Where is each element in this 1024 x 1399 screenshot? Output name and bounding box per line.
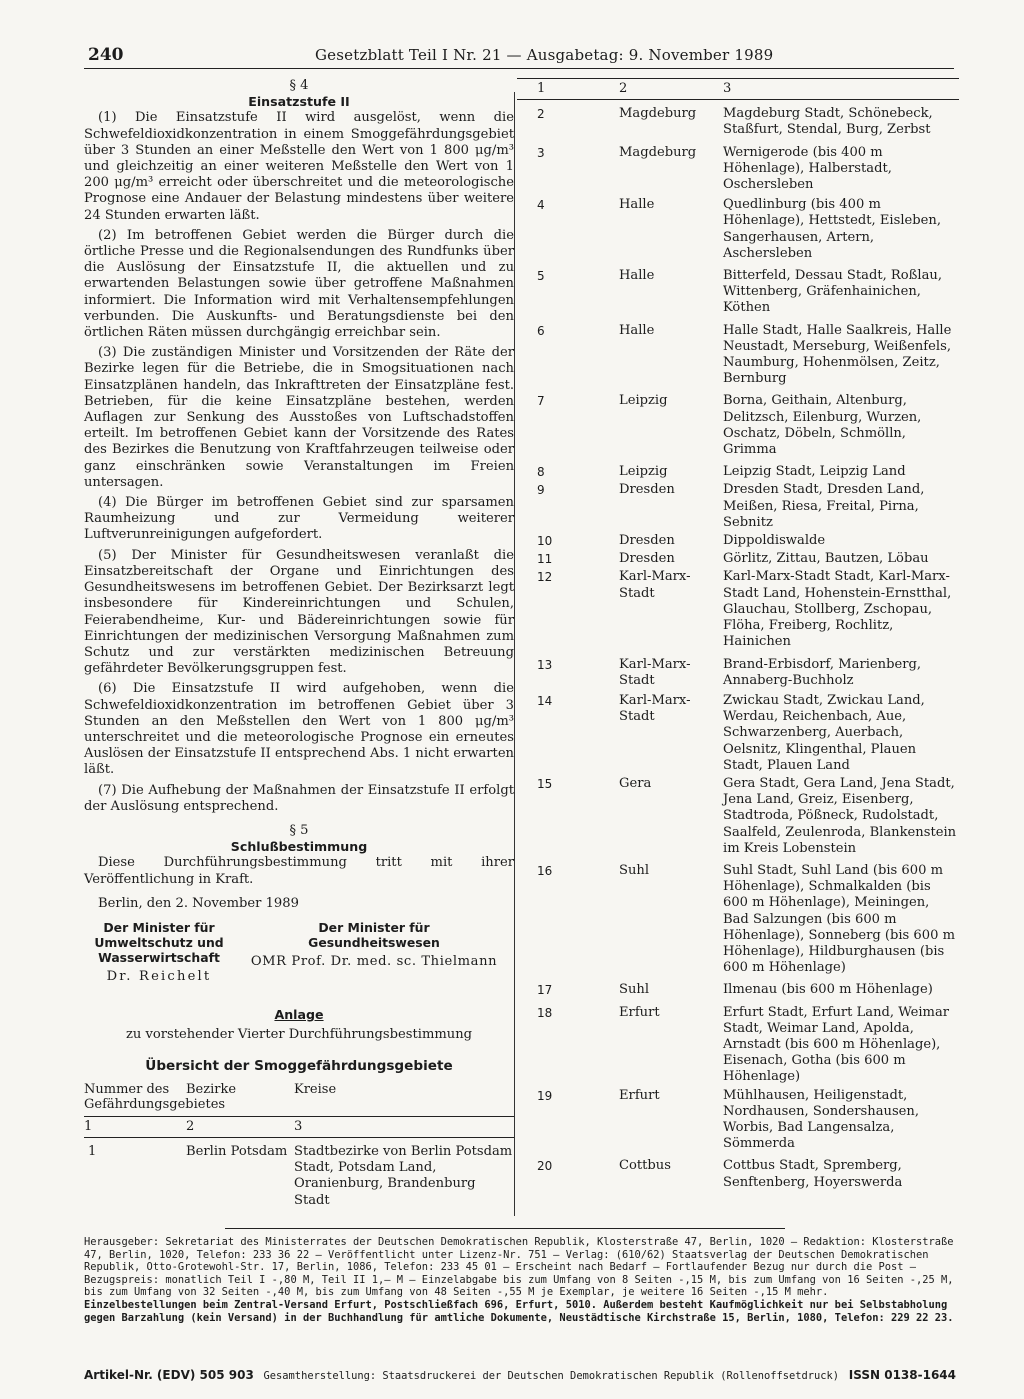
article-number: Artikel-Nr. (EDV) 505 903 bbox=[84, 1368, 254, 1382]
row-number: 1 bbox=[88, 1143, 97, 1159]
row-kreise: Wernigerode (bis 400 m Höhenlage), Halberstadt, Oschersleben bbox=[723, 144, 892, 193]
table-row bbox=[517, 1088, 959, 1153]
header-rule bbox=[84, 68, 954, 69]
table-row bbox=[517, 776, 959, 857]
table-row bbox=[517, 464, 959, 480]
table-column-numbers bbox=[84, 1116, 514, 1138]
row-bezirk: Magdeburg bbox=[619, 106, 697, 122]
signature-right-name: OMR Prof. Dr. med. sc. Thielmann bbox=[250, 953, 498, 969]
row-bezirk: Cottbus bbox=[619, 1158, 671, 1174]
table-row bbox=[517, 863, 959, 976]
column-number-1: 1 bbox=[537, 81, 546, 96]
paragraph-6: (6) Die Einsatzstufe II wird aufgehoben, wenn die Schwefeldioxidkonzentration im betroffenen Gebiet über 3 Stunden an den Meßstellen den Wert von 1 800 μg/m³ unterschreitet und die meteorologische Prognose ein erneutes Auslösen der Einsatzstufe II entsprechend Abs. 1 nicht erwarten läßt. bbox=[84, 681, 514, 778]
row-bezirk: Halle bbox=[619, 268, 655, 284]
row-kreise: Bitterfeld, Dessau Stadt, Roßlau, Wittenberg, Gräfenhainichen, Köthen bbox=[723, 268, 943, 316]
column-number-3: 3 bbox=[294, 1118, 303, 1134]
row-bezirk: Suhl bbox=[619, 862, 650, 878]
row-kreise: Stadtbezirke von Berlin Potsdam Stadt, Potsdam Land, Oranienburg, Brandenburg Stadt bbox=[294, 1143, 513, 1208]
paragraph-1: (1) Die Einsatzstufe II wird ausgelöst, wenn die Schwefeldioxidkonzentration in einem Smoggefährdungsgebiet über 3 Stunden an einer Meßstelle den Wert von 1 800 μg/m³ und gleichzeitig an einer weiteren Meßstelle den Wert von 1 200 μg/m³ erreicht oder überschreitet und die meteorologische Prognose eine Andauer der Belastung mindestens über weitere 24 Stunden erwarten läßt. bbox=[84, 110, 514, 223]
paragraph-5: (5) Der Minister für Gesundheitswesen veranlaßt die Einsatzbereitschaft der Organe und Einrichtungen des Gesundheitswesens im betroffenen Gebiet. Der Bezirksarzt legt insbesondere für Kindereinrichtungen und Schulen, Feierabendheime, Kur- und Bädereinrichtungen sowie für Einrichtungen der medizinischen Versorgung Maßnahmen zum Schutz und zur verstärkten medizinischen Betreuung gefährdeter Bevölkerungsgruppen fest. bbox=[84, 547, 514, 677]
row-number: 5 bbox=[537, 269, 545, 284]
row-kreise: Suhl Stadt, Suhl Land (bis 600 m Höhenlage), Schmalkalden (bis 600 m Höhenlage), Meiningen, Bad Salzungen (bis 600 m Höhenlage), Sonneberg (bis 600 m Höhenlage), Hildburghausen (bis 600 m Höhenlage) bbox=[723, 862, 956, 976]
row-bezirk: Erfurt bbox=[619, 1004, 660, 1020]
gazette-header: Gesetzblatt Teil I Nr. 21 — Ausgabetag: 9. November 1989 bbox=[315, 46, 774, 64]
page-number: 240 bbox=[88, 45, 124, 65]
row-bezirk: Dresden bbox=[619, 533, 675, 549]
row-kreise: Ilmenau (bis 600 m Höhenlage) bbox=[723, 982, 933, 998]
date-line: Berlin, den 2. November 1989 bbox=[98, 895, 299, 911]
section-5-text: Diese Durchführungsbestimmung tritt mit ihrer Veröffentlichung in Kraft. bbox=[84, 855, 514, 887]
table-row bbox=[517, 197, 959, 262]
bottom-line bbox=[84, 1368, 956, 1382]
section-4-title: § 4 bbox=[289, 78, 309, 93]
row-bezirk: Gera bbox=[619, 775, 652, 791]
table-row bbox=[517, 323, 959, 388]
signature-left-title: Der Minister für Umweltschutz und Wasserwirtschaft bbox=[94, 919, 224, 965]
row-bezirk: Karl-Marx-Stadt bbox=[619, 692, 691, 725]
table-row bbox=[84, 1144, 514, 1209]
table-row bbox=[517, 482, 959, 531]
row-number: 13 bbox=[537, 657, 553, 672]
table-row bbox=[517, 693, 959, 774]
row-number: 17 bbox=[537, 983, 553, 998]
table-row bbox=[517, 551, 959, 567]
row-number: 7 bbox=[537, 394, 545, 409]
footer-rule bbox=[225, 1228, 785, 1229]
row-kreise: Magdeburg Stadt, Schönebeck, Staßfurt, Stendal, Burg, Zerbst bbox=[723, 106, 933, 138]
row-kreise: Mühlhausen, Heiligenstadt, Nordhausen, Sondershausen, Worbis, Bad Langensalza, Sömmerda bbox=[723, 1087, 920, 1152]
table-row bbox=[517, 393, 959, 458]
row-number: 16 bbox=[537, 863, 553, 878]
table-column-headers bbox=[84, 1082, 514, 1112]
row-kreise: Erfurt Stadt, Erfurt Land, Weimar Stadt, Weimar Land, Apolda, Arnstadt (bis 600 m Höhenlage), Eisenach, Gotha (bis 600 m Höhenlage) bbox=[723, 1004, 950, 1085]
row-number: 4 bbox=[537, 198, 545, 213]
row-kreise: Görlitz, Zittau, Bautzen, Löbau bbox=[723, 551, 929, 567]
column-number-2: 2 bbox=[619, 81, 628, 96]
row-bezirk: Halle bbox=[619, 197, 655, 213]
row-kreise: Dresden Stadt, Dresden Land, Meißen, Riesa, Freital, Pirna, Sebnitz bbox=[723, 482, 925, 530]
table-row bbox=[517, 533, 959, 549]
issn: ISSN 0138-1644 bbox=[848, 1368, 956, 1382]
right-column bbox=[517, 78, 959, 1191]
column-header-bezirke: Bezirke bbox=[186, 1081, 237, 1097]
row-kreise: Karl-Marx-Stadt Stadt, Karl-Marx-Stadt Land, Hohenstein-Ernstthal, Glauchau, Stollberg, Zschopau, Flöha, Freiberg, Rochlitz, Hainichen bbox=[723, 569, 952, 650]
row-bezirk: Magdeburg bbox=[619, 144, 697, 160]
paragraph-7: (7) Die Aufhebung der Maßnahmen der Einsatzstufe II erfolgt der Auslösung entsprechend. bbox=[84, 782, 514, 814]
row-kreise: Brand-Erbisdorf, Marienberg, Annaberg-Buchholz bbox=[723, 656, 922, 688]
signature-right-title: Der Minister für Gesundheitswesen bbox=[308, 919, 440, 950]
anlage-subtitle: zu vorstehender Vierter Durchführungsbestimmung bbox=[125, 1027, 473, 1043]
table-column-numbers-right bbox=[517, 78, 959, 100]
row-number: 10 bbox=[537, 534, 553, 549]
row-kreise: Gera Stadt, Gera Land, Jena Stadt, Jena Land, Greiz, Eisenberg, Stadtroda, Pößneck, Rudolstadt, Saalfeld, Zeulenroda, Blankenstein im Kreis Lobenstein bbox=[723, 775, 957, 856]
row-kreise: Cottbus Stadt, Spremberg, Senftenberg, Hoyerswerda bbox=[723, 1158, 903, 1190]
table-row bbox=[517, 145, 959, 194]
row-bezirk: Leipzig bbox=[619, 393, 668, 409]
row-number: 3 bbox=[537, 145, 545, 160]
section-5-heading: Schlußbestimmung bbox=[230, 839, 368, 855]
imprint bbox=[84, 1236, 956, 1324]
signature-left bbox=[84, 920, 234, 985]
row-bezirk: Dresden bbox=[619, 482, 675, 498]
table-row bbox=[517, 1158, 959, 1190]
table-row bbox=[517, 106, 959, 138]
printer-info: Gesamtherstellung: Staatsdruckerei der Deutschen Demokratischen Republik (Rollenoffsetdruck) bbox=[263, 1370, 840, 1382]
paragraph-4: (4) Die Bürger im betroffenen Gebiet sind zur sparsamen Raumheizung und zur Vermeidung weiterer Luftverunreinigungen aufgefordert. bbox=[84, 495, 514, 543]
table-title: Übersicht der Smoggefährdungsgebiete bbox=[145, 1057, 453, 1074]
column-number-1: 1 bbox=[84, 1118, 93, 1134]
row-bezirk: Erfurt bbox=[619, 1087, 660, 1103]
column-number-3: 3 bbox=[723, 81, 732, 96]
row-number: 11 bbox=[537, 552, 553, 567]
imprint-text: Herausgeber: Sekretariat des Ministerrates der Deutschen Demokratischen Republik, Klosterstraße 47, Berlin, 1020 — Redaktion: Klosterstraße 47, Berlin, 1020, Telefon: 233 36 22 — Veröffentlicht unter Lizenz-Nr. 751 — Verlag: (610/62) Staatsverlag der Deutschen Demokratischen Republik, Otto-Grotewohl-Str. 17, Berlin, 1086, Telefon: 233 45 01 — Erscheint nach Bedarf — Fortlaufender Bezug nur durch die Post — Bezugspreis: monatlich Teil I -,80 M, Teil II 1,— M — Einzelabgabe bis zum Umfang von 8 Seiten -,15 M, bis zum Umfang von 16 Seiten -,25 M, bis zum Umfang von 32 Seiten -,40 M, bis zum Umfang von 48 Seiten -,55 M je Exemplar, je weitere 16 Seiten -,15 M mehr. bbox=[84, 1236, 954, 1299]
row-kreise: Leipzig Stadt, Leipzig Land bbox=[723, 464, 906, 480]
row-number: 20 bbox=[537, 1159, 553, 1174]
section-4-heading: Einsatzstufe II bbox=[248, 94, 350, 110]
section-5-title: § 5 bbox=[289, 822, 309, 838]
left-column bbox=[84, 78, 514, 1209]
row-number: 6 bbox=[537, 323, 545, 338]
row-number: 19 bbox=[537, 1088, 553, 1103]
column-divider bbox=[514, 92, 515, 1216]
row-bezirk: Leipzig bbox=[619, 464, 668, 480]
table-row bbox=[517, 569, 959, 650]
row-number: 9 bbox=[537, 483, 545, 498]
paragraph-3: (3) Die zuständigen Minister und Vorsitzenden der Räte der Bezirke legen für die Betriebe, die in Smogsituationen nach Einsatzplänen handeln, das Inkrafttreten der Einsatzpläne fest. Betrieben, für die keine Einsatzpläne bestehen, werden Auflagen zur Senkung des Ausstoßes von Luftschadstoffen erteilt. Im betroffenen Gebiet kann der Vorsitzende des Rates des Bezirkes die Benutzung von Kraftfahrzeugen teilweise oder ganz einschränken sowie Veranstaltungen im Freien untersagen. bbox=[84, 345, 514, 490]
column-number-2: 2 bbox=[186, 1118, 195, 1134]
signature-right bbox=[234, 920, 514, 985]
row-number: 15 bbox=[537, 776, 553, 791]
row-number: 2 bbox=[537, 107, 545, 122]
row-bezirk: Karl-Marx-Stadt bbox=[619, 656, 691, 688]
row-bezirk: Halle bbox=[619, 322, 655, 338]
anlage-heading: Anlage bbox=[274, 1007, 324, 1023]
row-kreise: Quedlinburg (bis 400 m Höhenlage), Hettstedt, Eisleben, Sangerhausen, Artern, Aschersleben bbox=[723, 197, 941, 261]
row-number: 8 bbox=[537, 465, 545, 480]
column-header-kreise: Kreise bbox=[294, 1081, 337, 1097]
row-number: 14 bbox=[537, 693, 553, 708]
signature-block bbox=[84, 920, 514, 985]
row-bezirk: Suhl bbox=[619, 982, 650, 998]
signature-left-name: Dr. Reichelt bbox=[106, 968, 212, 984]
row-number: 18 bbox=[537, 1005, 553, 1020]
column-header-number: Nummer des Gefährdungsgebietes bbox=[84, 1081, 226, 1112]
row-bezirk: Berlin Potsdam bbox=[186, 1143, 288, 1159]
row-bezirk: Karl-Marx-Stadt bbox=[619, 569, 691, 601]
table-row bbox=[517, 982, 959, 998]
row-kreise: Borna, Geithain, Altenburg, Delitzsch, Eilenburg, Wurzen, Oschatz, Döbeln, Schmölln, Grimma bbox=[723, 393, 922, 458]
row-bezirk: Dresden bbox=[619, 551, 675, 567]
paragraph-2: (2) Im betroffenen Gebiet werden die Bürger durch die örtliche Presse und die Regionalsendungen des Rundfunks über die Auslösung der Einsatzstufe II, die aktuellen und zu erwartenden Belastungen sowie über getroffene Maßnahmen informiert. Die Information wird mit Verhaltensempfehlungen verbunden. Die Auskunfts- und Beratungsdienste bei den örtlichen Räten müssen durchgängig erreichbar sein. bbox=[84, 227, 514, 341]
row-kreise: Dippoldiswalde bbox=[723, 533, 826, 549]
row-kreise: Zwickau Stadt, Zwickau Land, Werdau, Reichenbach, Aue, Schwarzenberg, Auerbach, Oelsnitz, Klingenthal, Plauen Stadt, Plauen Land bbox=[723, 692, 925, 773]
table-row bbox=[517, 1005, 959, 1086]
row-kreise: Halle Stadt, Halle Saalkreis, Halle Neustadt, Merseburg, Weißenfels, Naumburg, Hohenmölsen, Zeitz, Bernburg bbox=[723, 322, 952, 387]
table-body-right bbox=[517, 106, 959, 1191]
table-row bbox=[517, 268, 959, 317]
row-number: 12 bbox=[537, 570, 553, 585]
order-info: Einzelbestellungen beim Zentral-Versand Erfurt, Postschließfach 696, Erfurt, 5010. Außerdem besteht Kaufmöglichkeit nur bei Selbstabholung gegen Barzahlung (kein Versand) in der Buchhandlung für amtliche Dokumente, Neustädtische Kirchstraße 15, Berlin, 1080, Telefon: 229 22 23. bbox=[84, 1298, 954, 1324]
table-row bbox=[517, 657, 959, 689]
